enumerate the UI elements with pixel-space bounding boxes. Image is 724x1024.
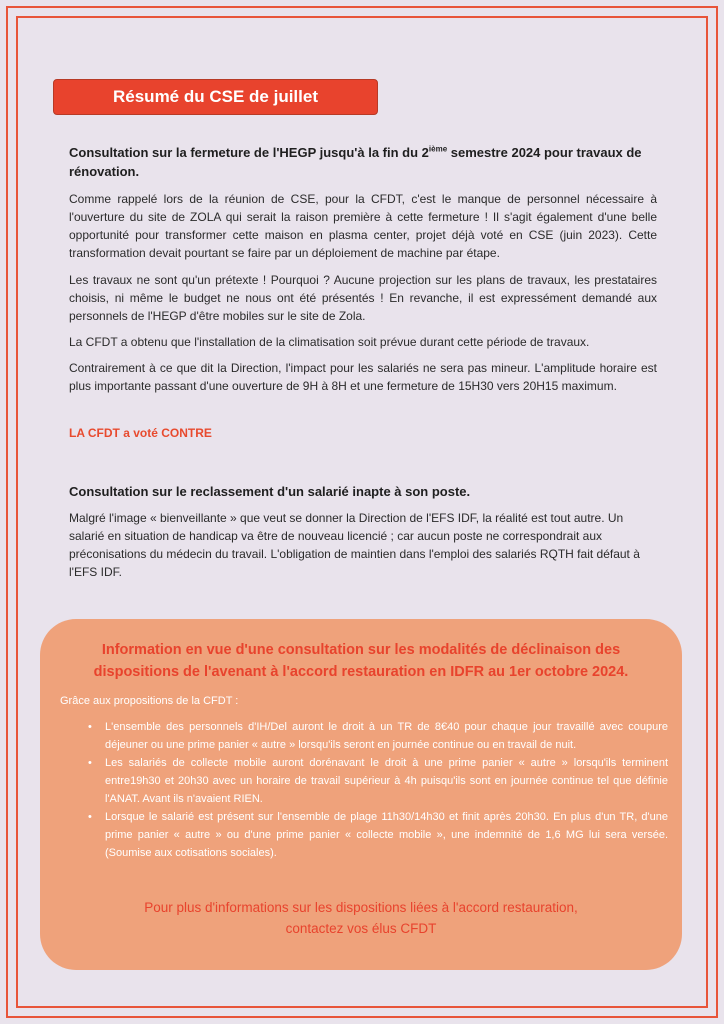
vote-text: LA CFDT a voté CONTRE bbox=[69, 426, 212, 440]
paragraph: La CFDT a obtenu que l'installation de la climatisation soit prévue durant cette période de travaux. bbox=[69, 335, 590, 349]
info-intro: Grâce aux propositions de la CFDT : bbox=[60, 695, 239, 707]
section-hegp bbox=[69, 143, 657, 181]
list-item bbox=[88, 718, 668, 754]
section-reclassement-body bbox=[69, 509, 657, 581]
list-item bbox=[88, 754, 668, 808]
section-hegp-body bbox=[69, 190, 657, 262]
info-footer-line1: Pour plus d'informations sur les dispositions liées à l'accord restauration, bbox=[144, 900, 578, 915]
section-reclassement bbox=[69, 482, 657, 501]
section-hegp-heading bbox=[69, 143, 657, 181]
paragraph: Contrairement à ce que dit la Direction, l'impact pour les salariés ne sera pas mineur. L'amplitude horaire est plus importante passant d'une ouverture de 9H à 8H et une fermeture de 15H30 vers 20H15 maximum. bbox=[69, 361, 657, 393]
paragraph: Comme rappelé lors de la réunion de CSE, pour la CFDT, c'est le manque de personnel nécessaire à l'ouverture du site de ZOLA qui serait la raison première à cette fermeture ! Il s'agit également d'une belle opportunité pour transformer cette maison en plasma center, projet déjà voté en CSE (juin 2023). Cette transformation devait pourtant se faire par un déploiement de machine par étape. bbox=[69, 192, 657, 260]
heading-text-part2: semestre 2024 pour travaux de rénovation. bbox=[69, 145, 642, 179]
info-footer bbox=[40, 897, 682, 939]
page-title bbox=[53, 79, 378, 115]
paragraph: Les travaux ne sont qu'un prétexte ! Pourquoi ? Aucune projection sur les plans de travaux, les prestataires choisis, ni même le budget ne nous ont été présentés ! En revanche, il est expressément demandé aux personnels de l'HEGP d'être mobiles sur le site de Zola. bbox=[69, 273, 657, 323]
vote-result bbox=[69, 424, 657, 442]
info-title bbox=[40, 639, 682, 683]
info-title-line1: Information en vue d'une consultation sur les modalités de déclinaison des bbox=[101, 642, 621, 658]
list-item bbox=[88, 808, 668, 862]
bullet-icon: • bbox=[88, 811, 92, 823]
bullet-icon: • bbox=[88, 721, 92, 733]
heading-text-part1: Consultation sur la fermeture de l'HEGP jusqu'à la fin du 2 bbox=[69, 145, 429, 160]
page-title-text: Résumé du CSE de juillet bbox=[113, 87, 318, 106]
bullet-icon: • bbox=[88, 757, 92, 769]
list-item-text: Lorsque le salarié est présent sur l'ensemble de plage 11h30/14h30 et finit après 20h30. En plus d'un TR, d'une prime panier « autre » ou d'une prime panier « collecte mobile », une indemnité de 1,6 MG lui sera versée. (Soumise aux cotisations sociales). bbox=[105, 811, 668, 859]
section-hegp-body-3 bbox=[69, 333, 657, 351]
list-item-text: L'ensemble des personnels d'IH/Del auront le droit à un TR de 8€40 pour chaque jour travaillé avec coupure déjeuner ou une prime panier « autre » lorsqu'ils seront en journée continue ou en travail de nuit. bbox=[105, 721, 668, 751]
section-reclassement-heading: Consultation sur le reclassement d'un salarié inapte à son poste. bbox=[69, 484, 471, 499]
paragraph: Malgré l'image « bienveillante » que veut se donner la Direction de l'EFS IDF, la réalité est tout autre. Un salarié en situation de handicap va être de nouveau licencié ; car aucun poste ne correspondrait aux préconisations du médecin du travail. L'obligation de maintien dans l'emploi des salariés RQTH fait défaut à l'EFS IDF. bbox=[69, 511, 640, 579]
info-footer-line2: contactez vos élus CFDT bbox=[285, 921, 437, 936]
section-hegp-body-4 bbox=[69, 359, 657, 395]
heading-superscript: ième bbox=[428, 144, 448, 154]
info-box bbox=[40, 619, 682, 970]
list-item-text: Les salariés de collecte mobile auront dorénavant le droit à une prime panier « autre » lorsqu'ils terminent entre19h30 et 20h30 avec un horaire de travail supérieur à 4h puisqu'ils sont en journée continue tel que définie l'ANAT. Avant ils n'avaient RIEN. bbox=[105, 757, 668, 805]
info-title-line2: dispositions de l'avenant à l'accord restauration en IDFR au 1er octobre 2024. bbox=[93, 664, 629, 680]
info-list bbox=[88, 718, 668, 862]
section-hegp-body-2 bbox=[69, 271, 657, 325]
